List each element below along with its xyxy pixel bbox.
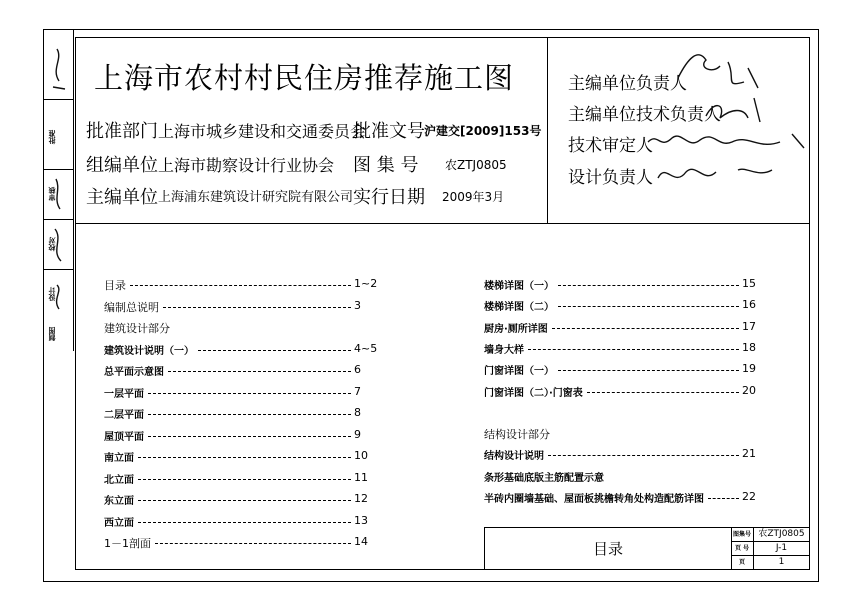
org-unit-value: 上海市勘察设计行业协会 xyxy=(158,156,335,175)
sheet-label: 页 xyxy=(731,556,754,569)
page-value: J-1 xyxy=(754,542,809,556)
toc-leader xyxy=(138,522,351,523)
responsible-label: 主编单位负责人 xyxy=(568,74,687,94)
toc-entry-title: 厨房·厕所详图 xyxy=(484,323,548,335)
toc-entry-title: 半砖内圈墙基础、屋面板挑檐转角处构造配筋详图 xyxy=(484,494,704,505)
toc-entry xyxy=(104,406,376,428)
toc-leader xyxy=(198,350,351,351)
toc-entry xyxy=(104,428,376,450)
title-block-meta xyxy=(731,528,809,569)
toc-leader xyxy=(148,393,351,394)
strip-label: 批准 xyxy=(48,130,56,144)
toc-entry-page: 4~5 xyxy=(354,341,378,355)
toc-leader xyxy=(552,328,739,329)
editor-unit-label: 主编单位 xyxy=(86,187,158,208)
toc-entry-title: 一层平面 xyxy=(104,388,144,400)
toc-section-heading xyxy=(484,426,762,447)
toc-entry xyxy=(104,342,376,364)
toc-entry-title: 北立面 xyxy=(104,474,134,486)
toc-entry-page: 21 xyxy=(742,447,756,461)
approval-no-label: 批准文号 xyxy=(353,121,425,142)
toc-entry-page: 13 xyxy=(354,513,368,527)
toc-entry-page: 15 xyxy=(742,277,756,290)
toc-entry-page: 6 xyxy=(354,363,361,376)
toc-entry-page: 18 xyxy=(742,340,756,354)
toc-leader xyxy=(558,370,739,371)
org-unit-label: 组编单位 xyxy=(86,155,158,176)
toc-entry xyxy=(484,277,762,298)
toc-entry-page: 17 xyxy=(742,319,756,333)
toc-entry-title: 东立面 xyxy=(104,496,134,507)
toc-entry-title: 建筑设计部分 xyxy=(104,322,170,335)
toc-entry xyxy=(484,490,762,511)
responsible-label: 设计负责人 xyxy=(568,168,653,188)
toc-leader xyxy=(587,392,739,393)
header-bottom-line xyxy=(75,223,809,224)
toc-entry xyxy=(104,535,376,557)
toc-entry-title: 屋顶平面 xyxy=(104,431,144,443)
toc-entry-title: 总平面示意图 xyxy=(104,367,164,378)
toc-entry-page: 12 xyxy=(354,492,368,505)
toc-leader xyxy=(138,500,351,501)
toc-entry-page: 19 xyxy=(742,362,756,376)
toc-entry-title: 门窗详图（二）·门窗表 xyxy=(484,387,583,399)
toc-leader xyxy=(148,436,351,437)
toc-entry xyxy=(484,405,762,426)
responsible-label: 技术审定人 xyxy=(568,136,653,156)
sheet-value: 1 xyxy=(778,557,785,567)
toc-entry xyxy=(484,362,762,383)
toc-leader xyxy=(138,479,351,480)
toc-entry-page: 3 xyxy=(354,298,361,312)
toc-entry-page: 22 xyxy=(742,490,756,503)
toc-entry-title: 楼梯详图（一） xyxy=(484,281,554,292)
atlas-value: 农ZTJ0805 xyxy=(754,528,809,542)
toc-entry-title: 西立面 xyxy=(104,517,134,529)
toc-entry-title: 楼梯详图（二） xyxy=(484,302,554,314)
toc-entry-page: 14 xyxy=(354,535,368,548)
toc-leader xyxy=(708,498,739,499)
title-block xyxy=(484,527,809,569)
toc-leader xyxy=(163,307,351,308)
toc-leader xyxy=(548,455,739,456)
toc-leader xyxy=(148,414,351,415)
toc-entry xyxy=(104,363,376,385)
toc-leader xyxy=(558,285,739,286)
toc-entry-page: 16 xyxy=(742,298,756,312)
toc-entry-page: 9 xyxy=(354,427,361,441)
toc-entry-page: 8 xyxy=(354,406,361,419)
approval-no-value: 沪建交[2009]153号 xyxy=(424,124,542,138)
toc-leader xyxy=(155,543,351,544)
toc-entry xyxy=(104,299,376,321)
toc-entry-title: 结构设计部分 xyxy=(484,428,550,442)
effective-date-label: 实行日期 xyxy=(353,187,425,208)
toc-entry xyxy=(484,341,762,362)
strip-signatures-icon xyxy=(43,29,73,351)
strip-label: 校对 xyxy=(48,237,56,251)
toc-entry-title: 门窗详图（一） xyxy=(484,366,554,378)
toc-entry xyxy=(104,277,376,299)
toc-entry-title: 南立面 xyxy=(104,453,134,464)
toc-entry xyxy=(104,492,376,514)
toc-entry-title: 条形基础底版主筋配置示意 xyxy=(484,472,604,484)
atlas-no-label: 图 集 号 xyxy=(353,155,419,176)
toc-entry xyxy=(484,469,762,490)
responsible-label: 主编单位技术负责人 xyxy=(568,105,721,125)
approval-dept-value: 上海市城乡建设和交通委员会 xyxy=(158,122,367,141)
toc-leader xyxy=(528,349,739,350)
toc-entry xyxy=(104,385,376,407)
toc-entry xyxy=(484,447,762,468)
toc-entry xyxy=(484,384,762,405)
toc-leader xyxy=(138,457,351,458)
toc-entry xyxy=(104,514,376,536)
toc-entry-title: 结构设计说明 xyxy=(484,451,544,463)
page-label: 页 号 xyxy=(731,542,754,556)
toc-entry-page: 1~2 xyxy=(354,277,378,290)
toc-entry-page: 10 xyxy=(354,449,368,462)
approval-dept-label: 批准部门 xyxy=(86,121,158,142)
toc-entry xyxy=(104,471,376,493)
handwritten-signatures-icon xyxy=(548,38,808,222)
toc-entry-title: 建筑设计说明（一） xyxy=(104,345,194,357)
toc-leader xyxy=(130,285,351,286)
toc-entry-title: 1－1剖面 xyxy=(104,537,151,550)
effective-date-value: 2009年3月 xyxy=(442,190,505,204)
page-title: 上海市农村村民住房推荐施工图 xyxy=(94,61,515,95)
toc-entry-title: 二层平面 xyxy=(104,410,144,421)
toc-section-heading xyxy=(104,320,376,342)
toc-leader xyxy=(168,371,351,372)
toc-entry-title: 墙身大样 xyxy=(484,344,524,356)
toc-entry xyxy=(104,449,376,471)
toc-entry-page: 7 xyxy=(354,384,361,398)
strip-label: 审核 xyxy=(48,187,56,201)
toc-entry-page: 20 xyxy=(742,383,756,397)
signature-strip xyxy=(43,29,74,351)
atlas-label: 图集号 xyxy=(731,528,754,542)
atlas-no-value: 农ZTJ0805 xyxy=(445,158,507,172)
toc-entry xyxy=(484,320,762,341)
strip-label: 制图 xyxy=(48,327,56,341)
toc-entry-page: 11 xyxy=(354,470,368,484)
editor-unit-value: 上海浦东建筑设计研究院有限公司 xyxy=(158,190,354,205)
toc-entry xyxy=(484,298,762,319)
strip-label: 设计 xyxy=(48,287,56,301)
toc-leader xyxy=(558,306,739,307)
toc-entry-title: 编制总说明 xyxy=(104,300,159,314)
title-block-name: 目录 xyxy=(485,528,732,569)
toc-entry-title: 目录 xyxy=(104,279,126,292)
